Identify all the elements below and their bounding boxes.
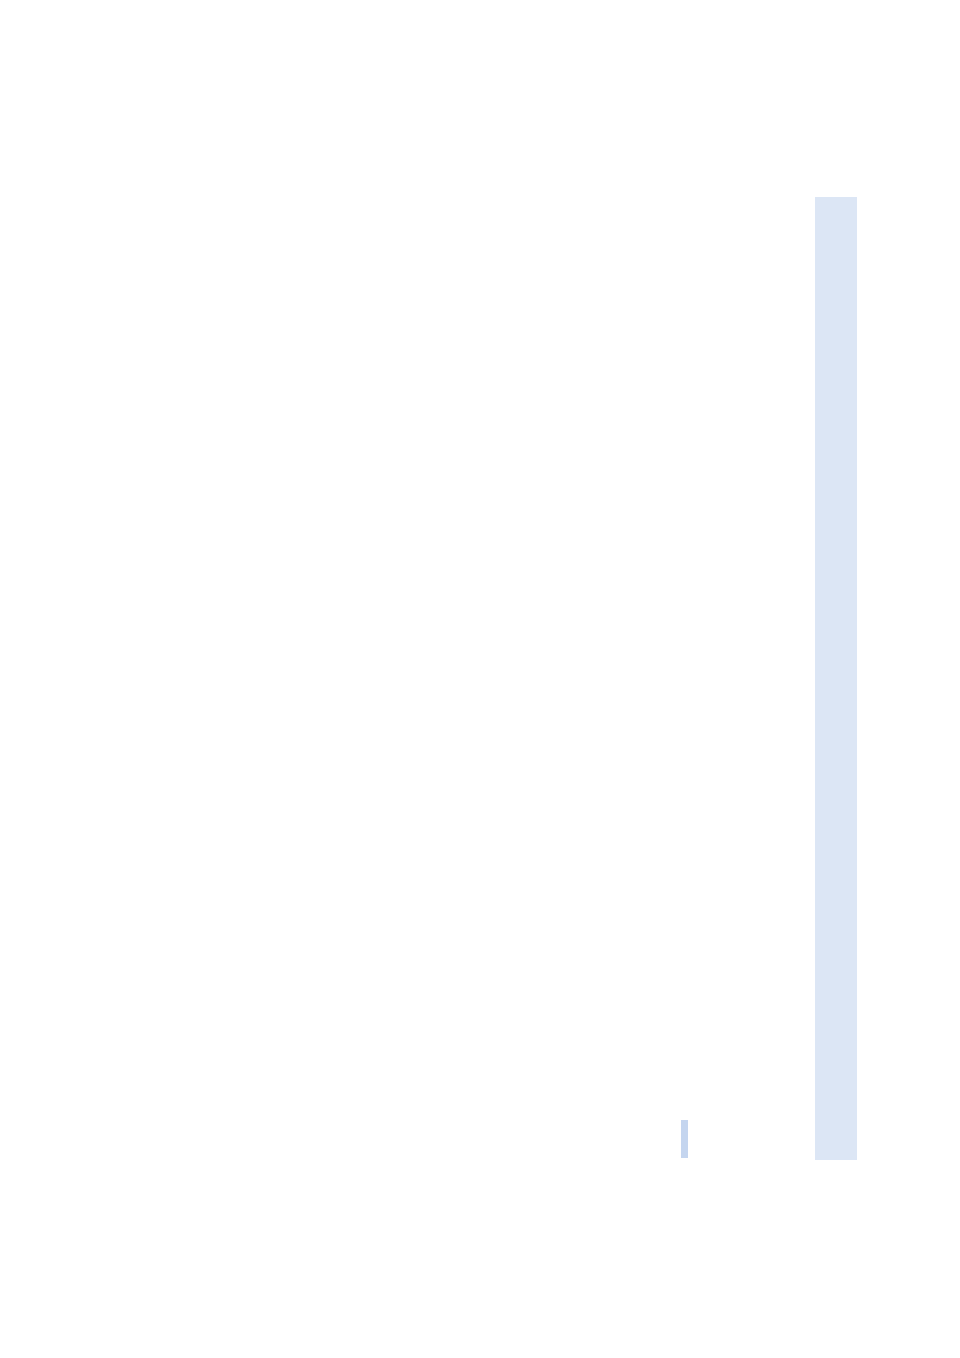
chapter-tabs [815,197,857,1160]
page-number-bar [681,1120,688,1158]
